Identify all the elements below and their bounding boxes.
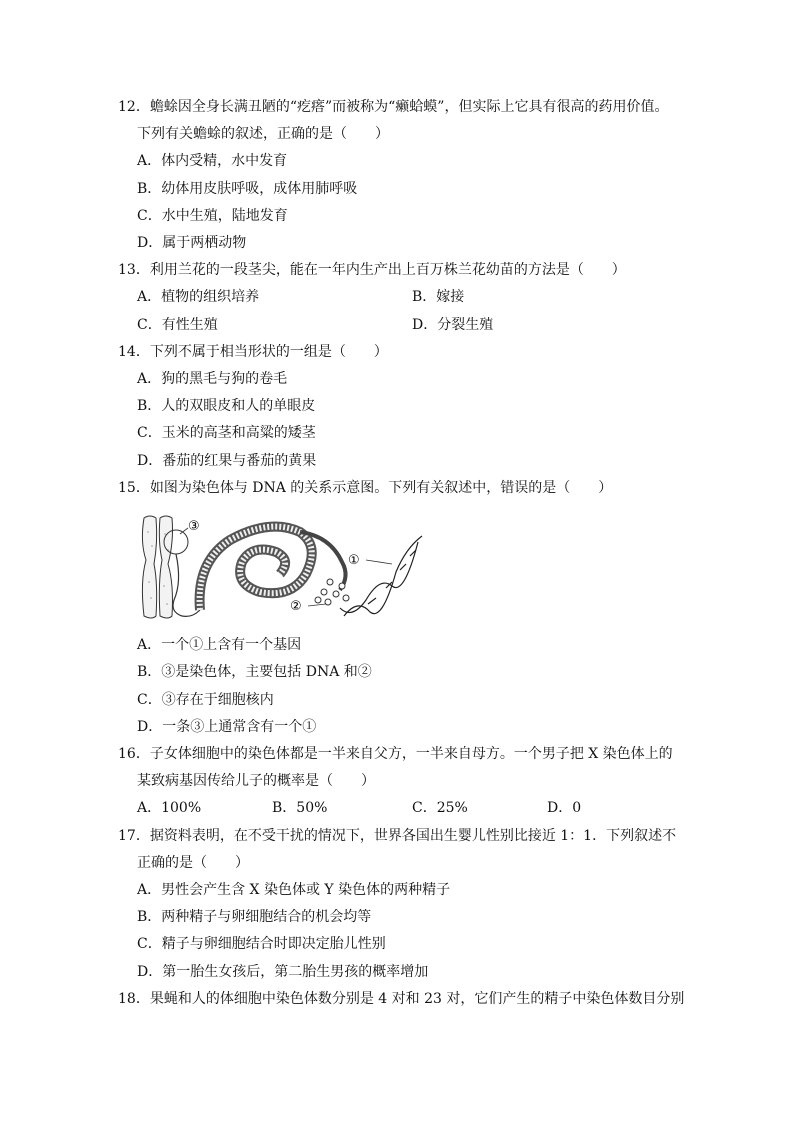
chromosome-shape [142, 516, 172, 618]
q15-option-b: B．③是染色体，主要包括 DNA 和② [137, 664, 372, 680]
q16-option-b: B．50% [272, 800, 328, 816]
dna-helix [340, 536, 422, 616]
q12-option-a: A．体内受精，水中发育 [137, 153, 288, 169]
q12-option-d: D．属于两栖动物 [137, 235, 247, 251]
q16-option-d: D．0 [547, 800, 582, 816]
chromosome-dna-diagram [130, 512, 430, 626]
q12-option-c: C．水中生殖，陆地发育 [137, 208, 288, 224]
q14-stem-line1: 14．下列不属于相当形状的一组是（ ） [118, 344, 388, 360]
q14-option-a: A．狗的黑毛与狗的卷毛 [137, 371, 288, 387]
q16-stem-line1: 16．子女体细胞中的染色体都是一半来自父方，一半来自母方。一个男子把 X 染色体上的 [118, 746, 673, 762]
q18-stem-line1: 18．果蝇和人的体细胞中染色体数分别是 4 对和 23 对，它们产生的精子中染色体数目分别 [118, 991, 685, 1007]
q13-option-b: B．嫁接 [412, 289, 465, 305]
q15-option-a: A．一个①上含有一个基因 [137, 637, 302, 653]
q13-option-c: C．有性生殖 [137, 317, 218, 333]
q17-option-c: C．精子与卵细胞结合时即决定胎儿性别 [137, 936, 386, 952]
chromosome-dna-figure [130, 512, 430, 626]
q13-option-a: A．植物的组织培养 [137, 289, 260, 305]
q15-stem-line1: 15．如图为染色体与 DNA 的关系示意图。下列有关叙述中，错误的是（ ） [118, 480, 613, 496]
label-1: ① [348, 553, 360, 568]
q17-option-a: A．男性会产生含 X 染色体或 Y 染色体的两种精子 [137, 882, 451, 898]
q16-stem-line2: 某致病基因传给儿子的概率是（ ） [137, 773, 375, 789]
q14-option-b: B．人的双眼皮和人的单眼皮 [137, 398, 316, 414]
q17-stem-line2: 正确的是（ ） [137, 855, 249, 871]
q16-option-a: A．100% [137, 800, 202, 816]
label-2: ② [290, 599, 302, 614]
label1-pointer [366, 560, 392, 564]
q13-stem-line1: 13．利用兰花的一段茎尖，能在一年内生产出上百万株兰花幼苗的方法是（ ） [118, 262, 626, 278]
label-3: ③ [188, 519, 200, 534]
q17-option-b: B．两种精子与卵细胞结合的机会均等 [137, 909, 372, 925]
q14-option-c: C．玉米的高茎和高粱的矮茎 [137, 425, 316, 441]
q15-option-c: C．③存在于细胞核内 [137, 692, 274, 708]
q17-stem-line1: 17．据资料表明，在不受干扰的情况下，世界各国出生婴儿性别比接近 1：1．下列叙述不 [118, 828, 677, 844]
q14-option-d: D．番茄的红果与番茄的黄果 [137, 453, 317, 469]
q12-stem-line2: 下列有关蟾蜍的叙述，正确的是（ ） [137, 126, 389, 142]
q16-option-c: C．25% [412, 800, 468, 816]
q17-option-d: D．第一胎生女孩后，第二胎生男孩的概率增加 [137, 964, 429, 980]
q15-option-d: D．一条③上通常含有一个① [137, 719, 317, 735]
q12-option-b: B．幼体用皮肤呼吸，成体用肺呼吸 [137, 181, 358, 197]
q13-option-d: D．分裂生殖 [412, 317, 494, 333]
label2-pointer [308, 604, 326, 606]
supercoil [200, 527, 346, 610]
q12-stem-line1: 12．蟾蜍因全身长满丑陋的“疙瘩”而被称为“癞蛤蟆”，但实际上它具有很高的药用价值。 [118, 99, 669, 115]
